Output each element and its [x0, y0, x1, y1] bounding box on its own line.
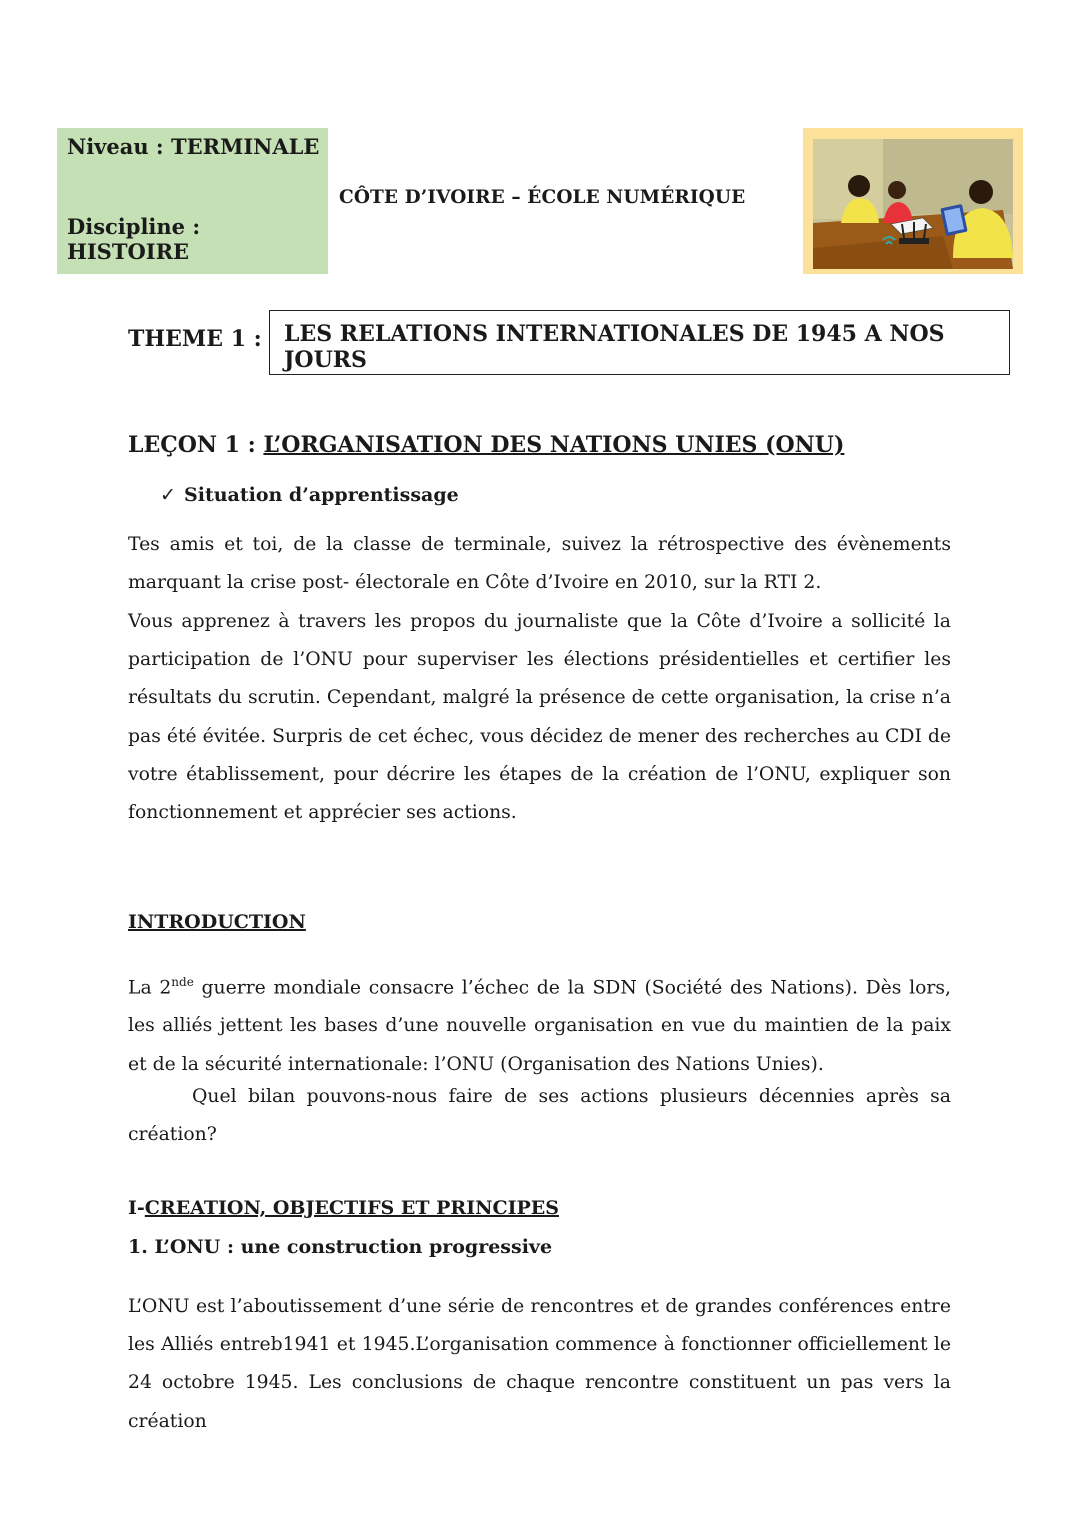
theme-title: LES RELATIONS INTERNATIONALES DE 1945 A NOS JOURS — [284, 321, 945, 373]
checkmark-icon: ✓ — [160, 484, 176, 506]
section-1-heading — [128, 1197, 559, 1219]
discipline-label: Discipline : HISTOIRE — [67, 214, 201, 264]
section-1-title: CREATION, OBJECTIFS ET PRINCIPES — [144, 1197, 559, 1219]
introduction-heading: INTRODUCTION — [128, 911, 306, 933]
header-info-box — [57, 128, 328, 274]
situation-paragraph-1: Tes amis et toi, de la classe de terminale, suivez la rétrospective des évènements marquant la crise post- électorale en Côte d’Ivoire en 2010, sur la RTI 2. — [128, 534, 951, 594]
introduction-paragraph-1 — [128, 963, 951, 1084]
situation-title: Situation d’apprentissage — [184, 484, 459, 506]
school-title: CÔTE D’IVOIRE – ÉCOLE NUMÉRIQUE — [339, 187, 746, 208]
situation-heading — [160, 484, 459, 506]
niveau-label: Niveau : TERMINALE — [67, 134, 320, 159]
intro-question: Quel bilan pouvons-nous faire de ses actions plusieurs décennies après sa création? — [128, 1086, 951, 1146]
lesson-heading — [128, 432, 844, 458]
theme-title-box — [269, 310, 1010, 375]
situation-paragraph-2: Vous apprenez à travers les propos du journaliste que la Côte d’Ivoire a sollicité la participation de l’ONU pour superviser les élections présidentielles et certifier les résultats du scrutin. Cependant, malgré la présence de cette organisation, la crise n’a pas été évitée. Surpris de cet échec, vous décidez de mener des recherches au CDI de votre établissement, pour décrire les étapes de la création de l’ONU, expliquer son fonctionnement et apprécier ses actions. — [128, 611, 951, 824]
lesson-title: L’ORGANISATION DES NATIONS UNIES (ONU) — [263, 432, 845, 458]
intro-p1-superscript: nde — [171, 975, 194, 989]
lesson-prefix: LEÇON 1 : — [128, 432, 264, 458]
section-1-paragraph: L’ONU est l’aboutissement d’une série de rencontres et de grandes conférences entre les Alliés entreb1941 et 1945.L’organisation commence à fonctionner officiellement le 24 octobre 1945. Les conclusions de chaque rencontre constituent un pas vers la création — [128, 1296, 951, 1432]
theme-label: THEME 1 : — [128, 326, 262, 352]
section-1-prefix: I- — [128, 1197, 145, 1219]
students-with-tablets-illustration — [803, 128, 1023, 274]
intro-p1-start: La 2 — [128, 977, 172, 999]
introduction-paragraph-2 — [128, 1078, 951, 1154]
intro-p1-rest: guerre mondiale consacre l’échec de la SDN (Société des Nations). Dès lors, les alliés jettent les bases d’une nouvelle organisation en vue du maintien de la paix et de la sécurité internationale: l’ONU (Organisation des Nations Unies). — [128, 977, 951, 1075]
illustration-svg — [803, 128, 1023, 274]
subsection-1-heading: 1. L’ONU : une construction progressive — [128, 1236, 553, 1258]
